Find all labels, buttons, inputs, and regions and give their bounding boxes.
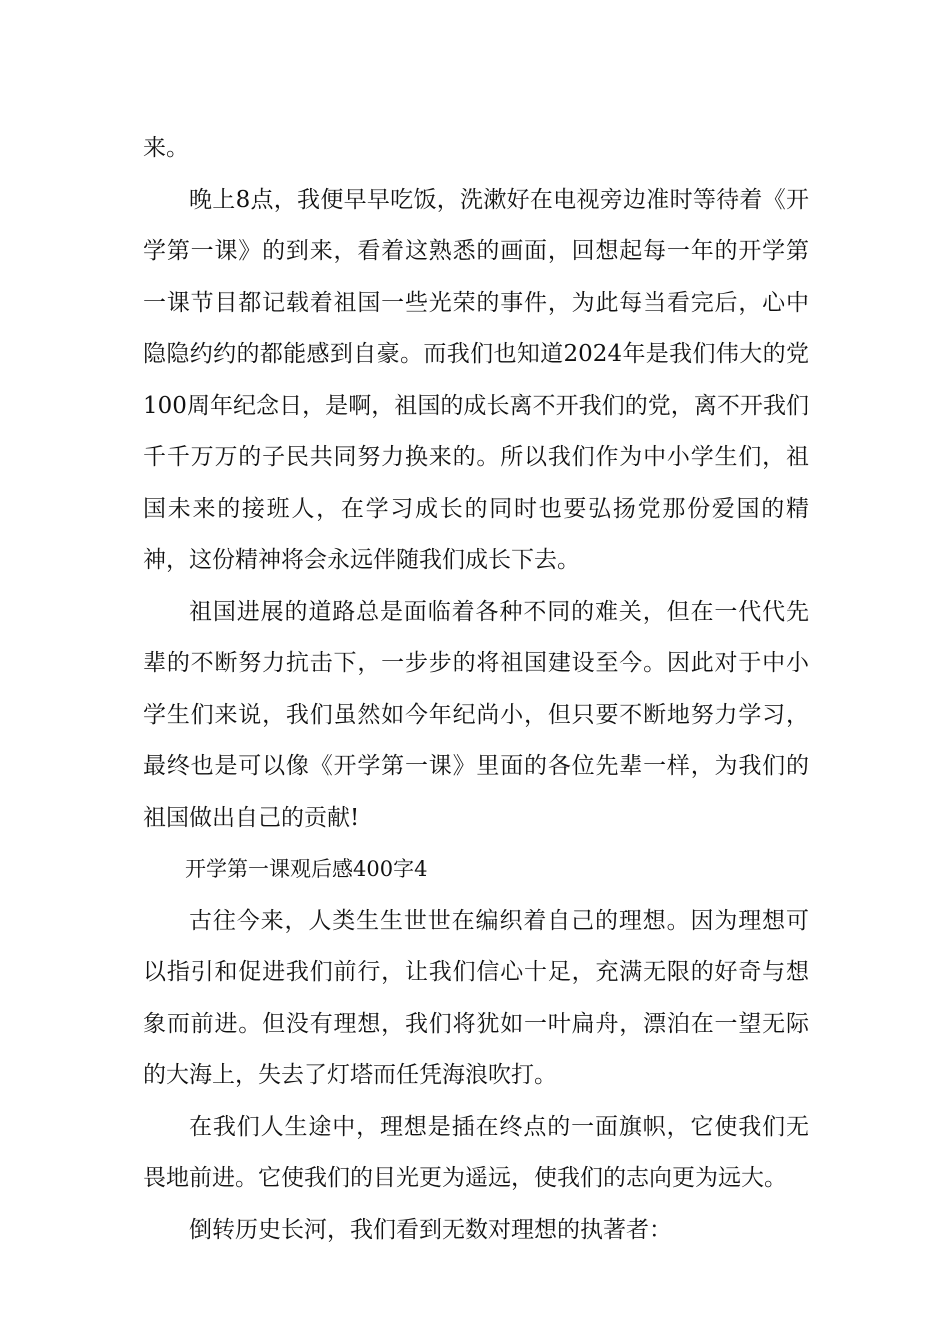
paragraph: 晚上8点，我便早早吃饭，洗漱好在电视旁边准时等待着《开学第一课》的到来，看着这熟悉的画面，回想起每一年的开学第一课节目都记载着祖国一些光荣的事件，为此每当看完后，心中隐隐约约的都能感到自豪。而我们也知道2024年是我们伟大的党100周年纪念日，是啊，祖国的成长离不开我们的党，离不开我们千千万万的子民共同努力换来的。所以我们作为中小学生们，祖国未来的接班人，在学习成长的同时也要弘扬党那份爱国的精神，这份精神将会永远伴随我们成长下去。 <box>143 186 809 573</box>
paragraph: 在我们人生途中，理想是插在终点的一面旗帜，它使我们无畏地前进。它使我们的目光更为遥远，使我们的志向更为远大。 <box>143 1113 809 1191</box>
paragraph-continuation: 来。 <box>143 135 189 161</box>
paragraph: 倒转历史长河，我们看到无数对理想的执著者： <box>189 1216 672 1243</box>
paragraph: 祖国进展的道路总是面临着各种不同的难关，但在一代代先辈的不断努力抗击下，一步步的将祖国建设至今。因此对于中小学生们来说，我们虽然如今年纪尚小，但只要不断地努力学习，最终也是可以像《开学第一课》里面的各位先辈一样，为我们的祖国做出自己的贡献! <box>143 598 809 831</box>
section-heading: 开学第一课观后感400字4 <box>185 857 428 881</box>
paragraph: 古往今来，人类生生世世在编织着自己的理想。因为理想可以指引和促进我们前行，让我们信心十足，充满无限的好奇与想象而前进。但没有理想，我们将犹如一叶扁舟，漂泊在一望无际的大海上，失去了灯塔而任凭海浪吹打。 <box>143 907 809 1088</box>
document-body <box>143 123 809 1256</box>
